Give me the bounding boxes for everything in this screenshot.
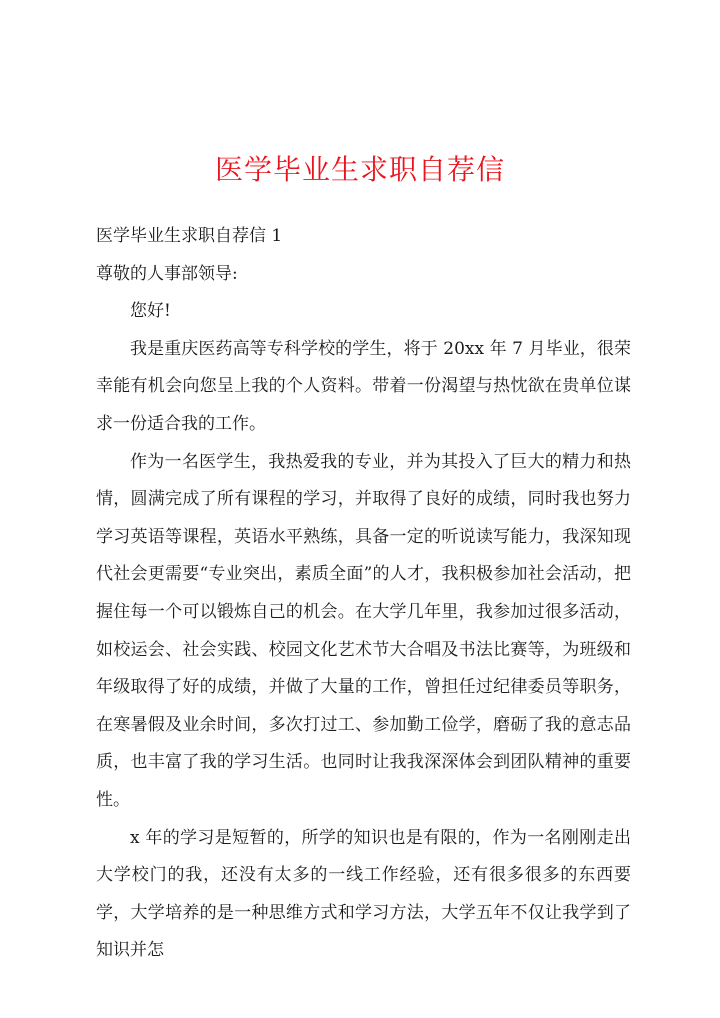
paragraph-2: 作为一名医学生，我热爱我的专业，并为其投入了巨大的精力和热情，圆满完成了所有课程的学习，并取得了良好的成绩，同时我也努力学习英语等课程，英语水平熟练，具备一定的听说读写能力，我深知现代社会更需要“专业突出，素质全面”的人才，我积极参加社会活动，把握住每一个可以锻炼自己的机会。在大学几年里，我参加过很多活动，如校运会、社会实践、校园文化艺术节大合唱及书法比赛等，为班级和年级取得了好的成绩，并做了大量的工作，曾担任过纪律委员等职务，在寒暑假及业余时间，多次打过工、参加勤工俭学，磨砺了我的意志品质，也丰富了我的学习生活。也同时让我我深深体会到团队精神的重要性。 <box>96 451 631 810</box>
greeting: 您好! <box>130 301 171 322</box>
salutation: 尊敬的人事部领导: <box>96 263 238 284</box>
paragraph-3: x 年的学习是短暂的，所学的知识也是有限的，作为一名刚刚走出大学校门的我，还没有太多的一线工作经验，还有很多很多的东西要学，大学培养的是一种思维方式和学习方法，大学五年不仅让我学到了知识并怎 <box>96 827 631 961</box>
document-subtitle: 医学毕业生求职自荐信 1 <box>96 226 283 246</box>
paragraph-1: 我是重庆医药高等专科学校的学生，将于 20xx 年 7 月毕业，很荣幸能有机会向您呈上我的个人资料。带着一份渴望与热忱欲在贵单位谋求一份适合我的工作。 <box>96 338 631 434</box>
document-title: 医学毕业生求职自荐信 <box>214 153 505 186</box>
document-body <box>96 218 631 970</box>
